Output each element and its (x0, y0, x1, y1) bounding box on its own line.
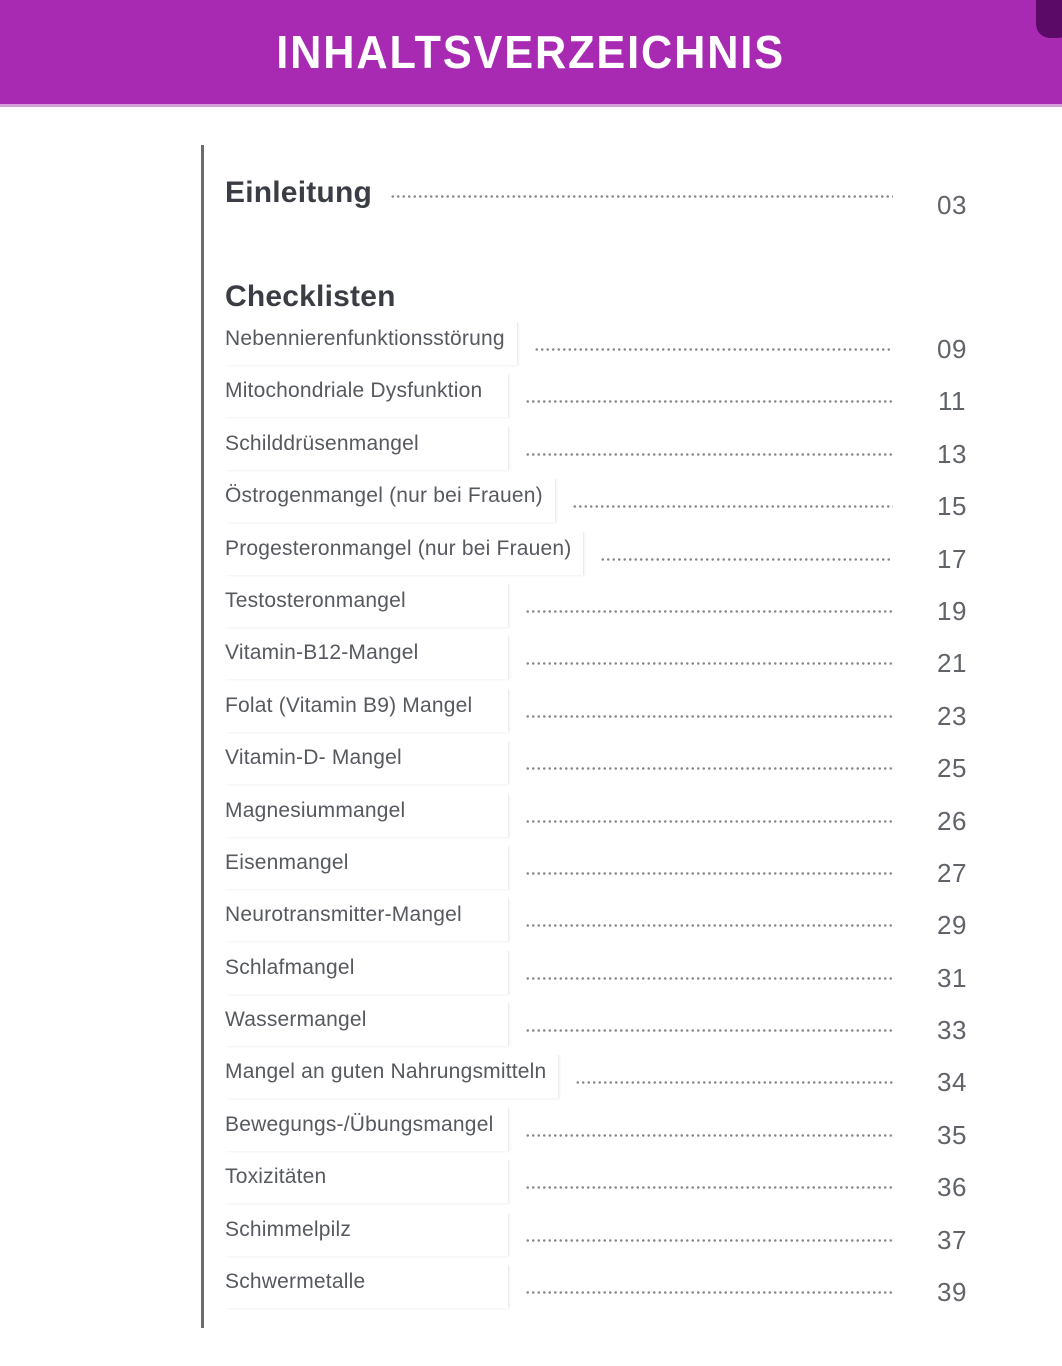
dotted-leader (572, 505, 893, 508)
entry-label: Östrogenmangel (nur bei Frauen) (225, 479, 556, 522)
page-number: 15 (937, 491, 967, 522)
entry-label: Bewegungs-/Übungsmangel (225, 1108, 509, 1151)
dotted-leader (525, 1291, 893, 1294)
toc-entry[interactable] (225, 1213, 975, 1265)
dotted-leader (525, 924, 893, 927)
dotted-leader (525, 767, 893, 770)
toc-entry[interactable] (225, 846, 975, 898)
entry-label: Neurotransmitter-Mangel (225, 898, 509, 941)
entry-label: Schimmelpilz (225, 1213, 509, 1256)
page-number: 26 (937, 805, 967, 836)
page-number: 09 (937, 334, 967, 364)
toc-entry[interactable] (225, 636, 975, 688)
toc-entry[interactable] (225, 322, 975, 374)
dotted-leader (534, 348, 893, 351)
toc-content (225, 110, 975, 1317)
page-number: 03 (937, 190, 967, 220)
corner-accent-shape (1036, 0, 1062, 38)
entry-label: Mitochondriale Dysfunktion (225, 374, 509, 417)
page-number: 11 (938, 386, 966, 417)
dotted-leader (525, 715, 893, 718)
dotted-leader (525, 1186, 893, 1189)
dotted-leader (525, 1029, 893, 1032)
toc-entry[interactable] (225, 479, 975, 531)
entry-label: Schlafmangel (225, 951, 509, 994)
entry-label: Toxizitäten (225, 1160, 509, 1203)
page-number: 31 (937, 962, 967, 993)
page-number: 21 (937, 648, 967, 679)
page-number: 36 (937, 1172, 967, 1203)
toc-entry[interactable] (225, 532, 975, 584)
toc-entry[interactable] (225, 689, 975, 741)
dotted-leader (525, 400, 893, 403)
entry-label: Progesteronmangel (nur bei Frauen) (225, 532, 584, 575)
header-banner (0, 0, 1062, 107)
toc-entry[interactable] (225, 1265, 975, 1317)
dotted-leader (525, 1239, 893, 1242)
dotted-leader (390, 195, 893, 198)
page-number: 19 (937, 595, 967, 626)
dotted-leader (525, 872, 893, 875)
entry-label: Mangel an guten Nahrungsmitteln (225, 1055, 559, 1098)
entry-label: Schilddrüsenmangel (225, 427, 509, 470)
entry-label: Nebennierenfunktionsstörung (225, 322, 518, 365)
page-number: 34 (937, 1067, 967, 1098)
toc-entry[interactable] (225, 951, 975, 1003)
page-number: 29 (937, 910, 967, 941)
page-number: 27 (937, 857, 967, 888)
entry-label: Wassermangel (225, 1003, 509, 1046)
dotted-leader (525, 1134, 893, 1137)
page-title: INHALTSVERZEICHNIS (276, 26, 786, 78)
entry-label: Magnesiummangel (225, 794, 509, 837)
dotted-leader (525, 820, 893, 823)
dotted-leader (525, 977, 893, 980)
page-number: 35 (937, 1119, 967, 1150)
section-heading-einleitung: Einleitung (225, 176, 372, 209)
entry-label: Vitamin-B12-Mangel (225, 636, 509, 679)
dotted-leader (600, 558, 893, 561)
section-heading-checklisten: Checklisten (225, 280, 396, 313)
entry-label: Testosteronmangel (225, 584, 509, 627)
toc-entry[interactable] (225, 898, 975, 950)
dotted-leader (525, 453, 893, 456)
toc-entry-einleitung[interactable] (225, 176, 975, 220)
toc-entry[interactable] (225, 584, 975, 636)
toc-entry[interactable] (225, 1160, 975, 1212)
vertical-rule (201, 145, 204, 1328)
entry-label: Folat (Vitamin B9) Mangel (225, 689, 509, 732)
toc-entry-list (225, 322, 975, 1317)
toc-entry[interactable] (225, 1108, 975, 1160)
entry-label: Eisenmangel (225, 846, 509, 889)
page-number: 25 (937, 753, 967, 784)
dotted-leader (575, 1081, 893, 1084)
toc-entry[interactable] (225, 794, 975, 846)
page-number: 39 (937, 1277, 967, 1308)
toc-entry[interactable] (225, 1055, 975, 1107)
toc-entry[interactable] (225, 1003, 975, 1055)
entry-label: Schwermetalle (225, 1265, 509, 1308)
entry-label: Vitamin-D- Mangel (225, 741, 509, 784)
page-number: 33 (937, 1015, 967, 1046)
toc-entry[interactable] (225, 741, 975, 793)
dotted-leader (525, 610, 893, 613)
dotted-leader (525, 662, 893, 665)
page-number: 17 (937, 543, 967, 574)
toc-entry[interactable] (225, 427, 975, 479)
page-number: 13 (937, 438, 967, 469)
page-number: 37 (937, 1224, 967, 1255)
toc-entry[interactable] (225, 374, 975, 426)
page-number: 23 (937, 700, 967, 731)
